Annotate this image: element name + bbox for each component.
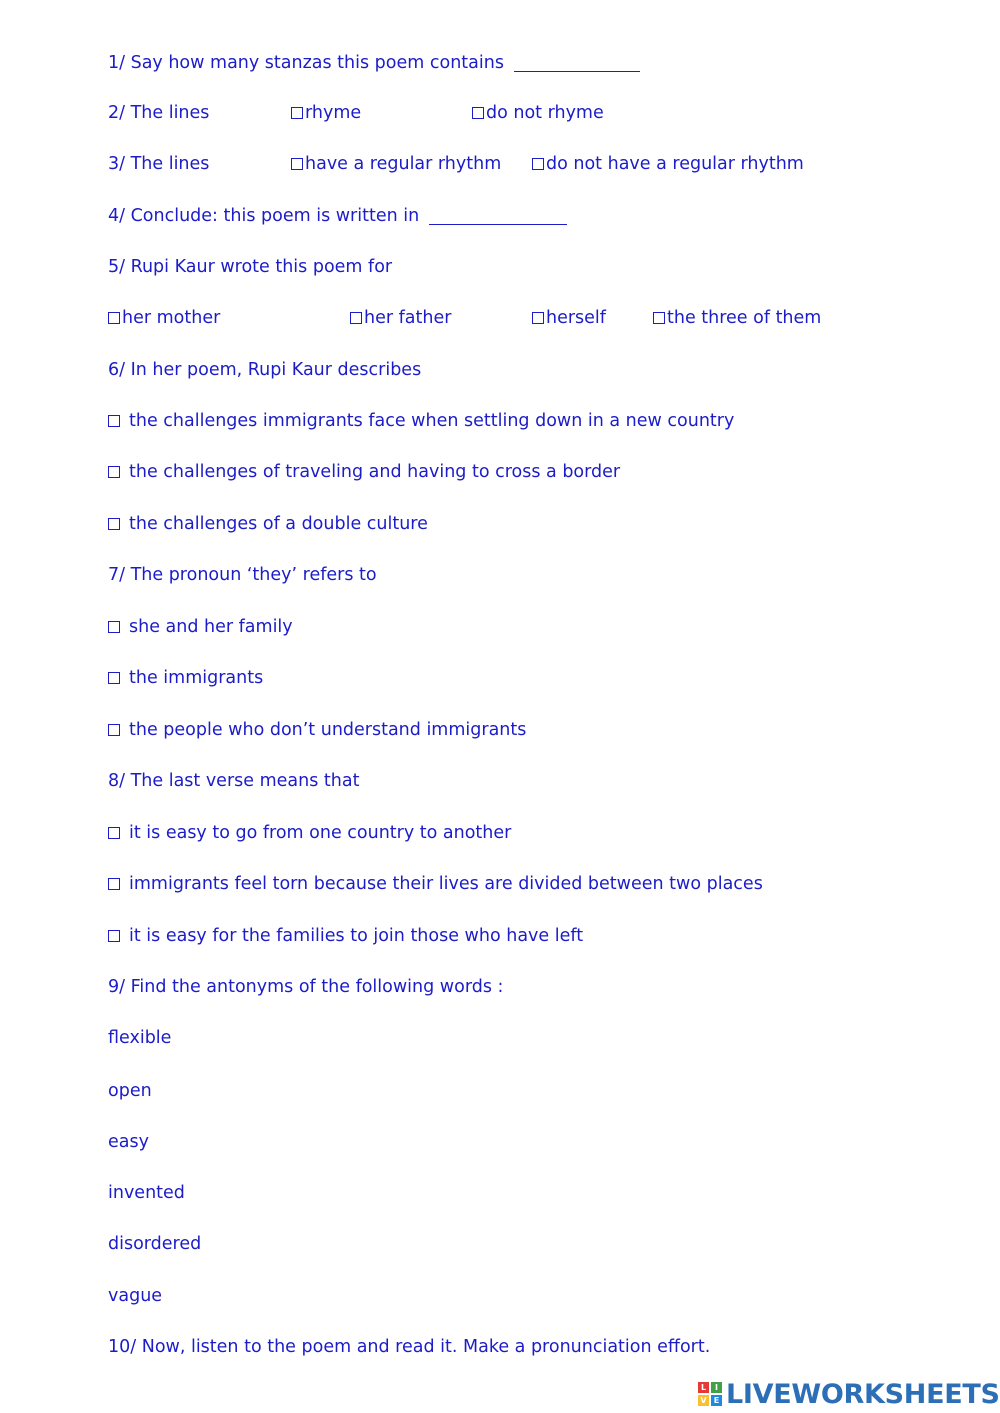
option-q8-3[interactable]: it is easy for the families to join those who have left [108, 921, 583, 951]
question-5-text: 5/ Rupi Kaur wrote this poem for [108, 257, 393, 277]
antonym-word-disordered: disordered [108, 1234, 202, 1254]
answer-blank-1[interactable] [514, 53, 640, 72]
option-regular-rhythm[interactable]: have a regular rhythm [291, 149, 501, 179]
option-q6-2[interactable]: the challenges of traveling and having to cross a border [108, 457, 620, 487]
option-do-not-rhyme[interactable]: do not rhyme [472, 98, 604, 128]
option-three-of-them[interactable]: the three of them [653, 303, 821, 333]
checkbox[interactable] [108, 518, 120, 530]
question-8 [108, 766, 359, 796]
option-q7-3[interactable]: the people who don’t understand immigrants [108, 715, 526, 745]
checkbox[interactable] [108, 312, 120, 324]
checkbox[interactable] [532, 312, 544, 324]
answer-blank-4[interactable] [429, 206, 567, 225]
option-q7-2[interactable]: the immigrants [108, 663, 263, 693]
question-1 [108, 48, 640, 78]
checkbox[interactable] [291, 158, 303, 170]
option-q8-1[interactable]: it is easy to go from one country to another [108, 818, 511, 848]
checkbox[interactable] [532, 158, 544, 170]
option-her-father[interactable]: her father [350, 303, 451, 333]
checkbox[interactable] [108, 724, 120, 736]
question-10-text: 10/ Now, listen to the poem and read it. Make a pronunciation effort. [108, 1337, 711, 1357]
logo-mark-v: V [698, 1395, 709, 1406]
question-7-text: 7/ The pronoun ‘they’ refers to [108, 565, 377, 585]
logo-text: LIVEWORKSHEETS [726, 1378, 1000, 1410]
checkbox[interactable] [472, 107, 484, 119]
antonym-word-vague: vague [108, 1286, 163, 1306]
checkbox[interactable] [108, 672, 120, 684]
checkbox[interactable] [108, 878, 120, 890]
question-5 [108, 252, 392, 282]
liveworksheets-logo [698, 1378, 1000, 1410]
question-2-text: 2/ The lines [108, 103, 210, 123]
option-q6-3[interactable]: the challenges of a double culture [108, 509, 428, 539]
question-8-text: 8/ The last verse means that [108, 771, 360, 791]
question-9 [108, 972, 503, 1002]
checkbox[interactable] [108, 466, 120, 478]
question-5-options [108, 303, 898, 333]
logo-mark-e: E [711, 1395, 722, 1406]
option-herself[interactable]: herself [532, 303, 606, 333]
checkbox[interactable] [108, 415, 120, 427]
checkbox[interactable] [653, 312, 665, 324]
checkbox[interactable] [291, 107, 303, 119]
question-4 [108, 201, 567, 231]
question-9-text: 9/ Find the antonyms of the following words : [108, 977, 504, 997]
question-10 [108, 1332, 710, 1362]
question-4-text: 4/ Conclude: this poem is written in [108, 206, 420, 226]
antonym-word-open: open [108, 1081, 152, 1101]
antonym-word-flexible: flexible [108, 1028, 172, 1048]
option-rhyme[interactable]: rhyme [291, 98, 361, 128]
question-3-text: 3/ The lines [108, 154, 210, 174]
antonym-word-invented: invented [108, 1183, 185, 1203]
checkbox[interactable] [108, 930, 120, 942]
question-3 [108, 149, 868, 179]
logo-mark-i: I [711, 1382, 722, 1393]
option-q6-1[interactable]: the challenges immigrants face when settling down in a new country [108, 406, 734, 436]
option-q7-1[interactable]: she and her family [108, 612, 293, 642]
antonym-word-easy: easy [108, 1132, 149, 1152]
question-6-text: 6/ In her poem, Rupi Kaur describes [108, 360, 422, 380]
question-2 [108, 98, 808, 128]
option-no-regular-rhythm[interactable]: do not have a regular rhythm [532, 149, 804, 179]
checkbox[interactable] [108, 621, 120, 633]
option-q8-2[interactable]: immigrants feel torn because their lives are divided between two places [108, 869, 763, 899]
question-6 [108, 355, 421, 385]
option-her-mother[interactable]: her mother [108, 303, 220, 333]
logo-mark-l: L [698, 1382, 709, 1393]
logo-mark-icon [698, 1382, 722, 1406]
question-7 [108, 560, 377, 590]
question-1-text: 1/ Say how many stanzas this poem contains [108, 53, 504, 73]
checkbox[interactable] [108, 827, 120, 839]
checkbox[interactable] [350, 312, 362, 324]
